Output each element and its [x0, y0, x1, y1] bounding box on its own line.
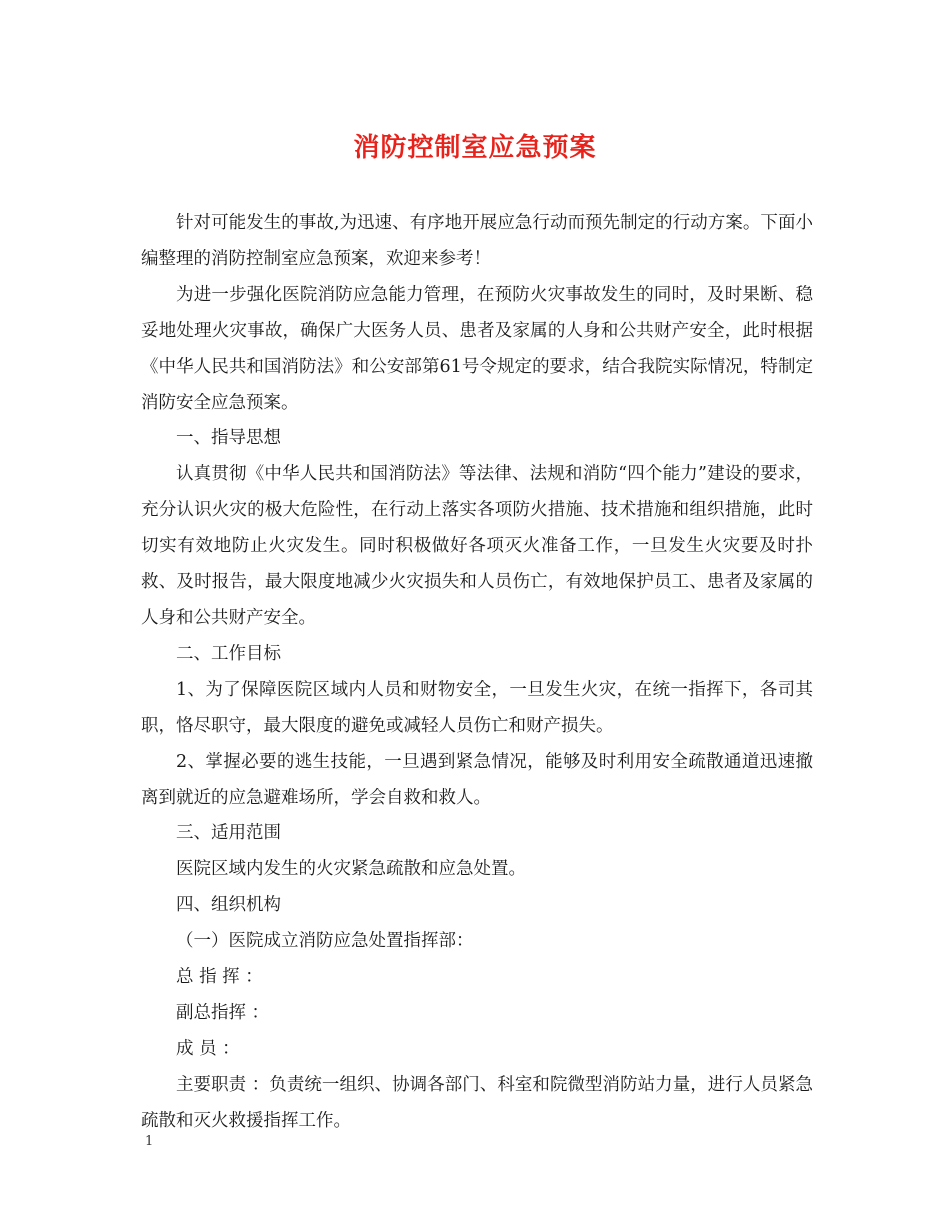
work-goal-item-1: 1、为了保障医院区域内人员和财物安全，一旦发生火灾，在统一指挥下，各司其职，恪尽职守，最大限度的避免或减轻人员伤亡和财产损失。: [141, 679, 813, 736]
scope-paragraph: 医院区域内发生的火灾紧急疏散和应急处置。: [176, 859, 526, 880]
section-heading-guiding-ideology: 一、指导思想: [176, 428, 281, 449]
commander-line: 总 指 挥 ：: [176, 967, 263, 988]
main-duties-paragraph: 主要职责 ：负责统一组织、协调各部门、科室和院微型消防站力量，进行人员紧急疏散和灭火救援指挥工作。: [141, 1074, 813, 1131]
document-title: 消防控制室应急预案: [353, 133, 597, 163]
intro-paragraph: 针对可能发生的事故,为迅速、有序地开展应急行动而预先制定的行动方案。下面小编整理的消防控制室应急预案，欢迎来参考！: [141, 213, 813, 269]
document-body: [141, 206, 813, 1140]
subsection-heading-command: （一）医院成立消防应急处置指挥部：: [176, 931, 474, 952]
guiding-ideology-paragraph: 认真贯彻《中华人民共和国消防法》等法律、法规和消防“四个能力”建设的要求，充分认识火灾的极大危险性，在行动上落实各项防火措施、技术措施和组织措施，此时切实有效地防止火灾发生。同时积极做好各项灭火准备工作，一旦发生火灾要及时扑救、及时报告，最大限度地减少火灾损失和人员伤亡，有效地保护员工、患者及家属的人身和公共财产安全。: [141, 464, 813, 628]
purpose-paragraph: 为进一步强化医院消防应急能力管理，在预防火灾事故发生的同时，及时果断、稳妥地处理火灾事故，确保广大医务人员、患者及家属的人身和公共财产安全，此时根据《中华人民共和国消防法》和公安部第61号令规定的要求，结合我院实际情况，特制定消防安全应急预案。: [141, 284, 813, 413]
section-heading-scope: 三、适用范围: [176, 823, 281, 844]
members-line: 成 员 ：: [176, 1038, 240, 1059]
section-heading-work-goals: 二、工作目标: [176, 643, 281, 664]
section-heading-organization: 四、组织机构: [176, 895, 281, 916]
page-number: 1: [145, 1134, 154, 1149]
deputy-commander-line: 副总指挥 ：: [176, 1002, 270, 1023]
work-goal-item-2: 2、掌握必要的逃生技能，一旦遇到紧急情况，能够及时利用安全疏散通道迅速撤离到就近的应急避难场所，学会自救和救人。: [141, 751, 813, 808]
